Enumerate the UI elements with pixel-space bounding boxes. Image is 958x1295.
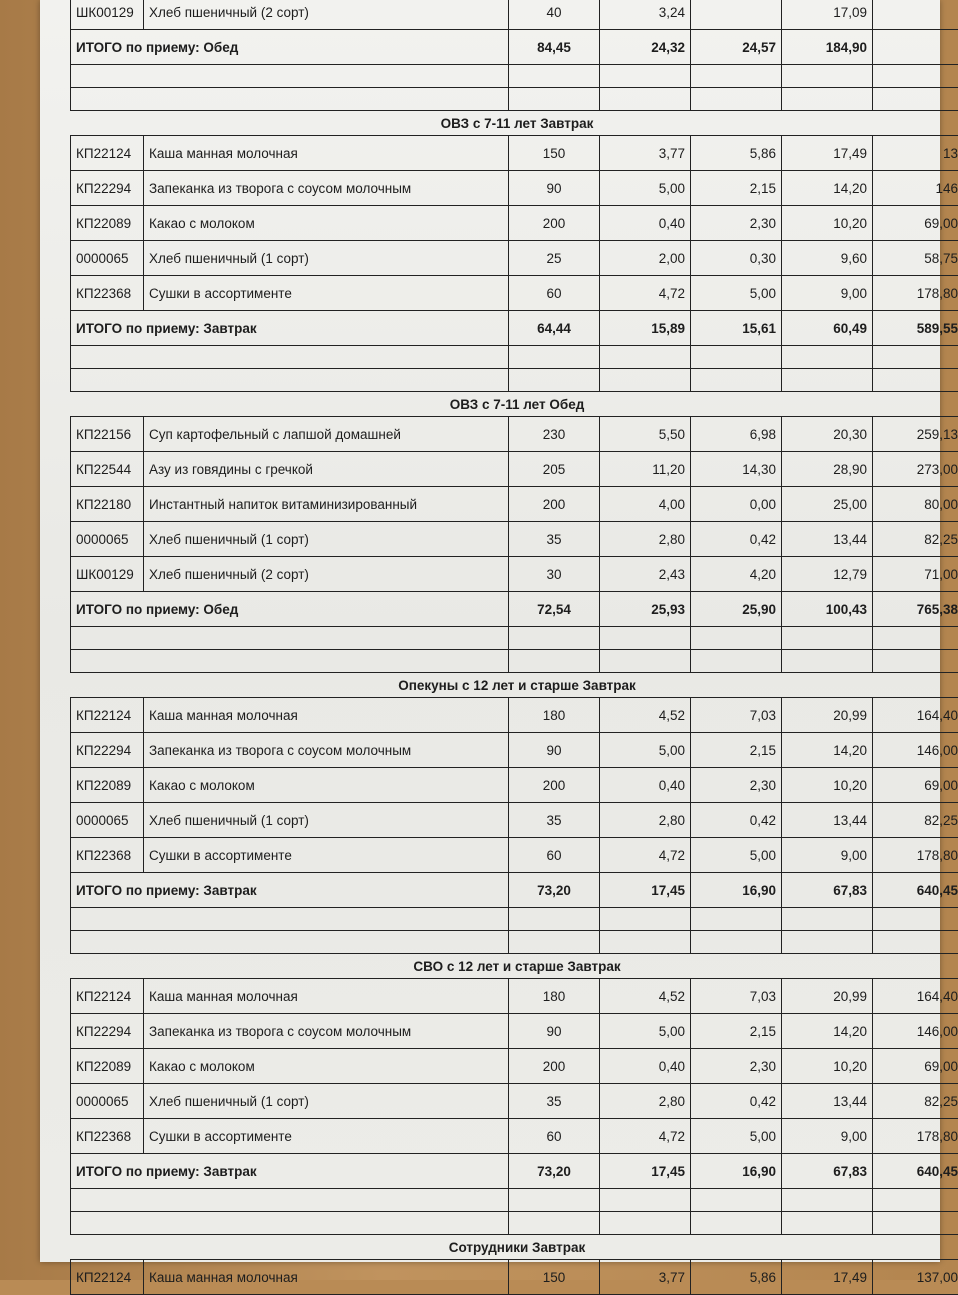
item-energy: 71,00 [873, 557, 958, 592]
item-code: КП22294 [71, 733, 144, 768]
item-quantity: 35 [509, 1084, 600, 1119]
item-quantity: 25 [509, 241, 600, 276]
item-fat: 2,30 [691, 1049, 782, 1084]
item-energy: 82,25 [873, 1084, 958, 1119]
item-name: Запеканка из творога с соусом молочным [144, 171, 509, 206]
item-carbs: 13,44 [782, 1084, 873, 1119]
item-name: Какао с молоком [144, 768, 509, 803]
total-quantity: 73,20 [509, 1154, 600, 1189]
item-protein: 4,00 [600, 487, 691, 522]
total-carbs: 184,90 [782, 30, 873, 65]
total-label: ИТОГО по приему: Обед [71, 30, 509, 65]
empty-cell [600, 1212, 691, 1235]
item-code: КП22294 [71, 1014, 144, 1049]
table-row [71, 171, 958, 206]
item-fat: 2,30 [691, 206, 782, 241]
empty-cell [873, 1189, 958, 1212]
item-energy: 178,80 [873, 838, 958, 873]
item-protein: 3,77 [600, 136, 691, 171]
item-quantity: 200 [509, 1049, 600, 1084]
item-name: Какао с молоком [144, 206, 509, 241]
item-carbs: 10,20 [782, 206, 873, 241]
empty-row [71, 88, 958, 111]
table-row [71, 1049, 958, 1084]
item-protein: 3,77 [600, 1260, 691, 1295]
empty-row [71, 65, 958, 88]
empty-cell [691, 369, 782, 392]
item-name: Каша манная молочная [144, 1260, 509, 1295]
table-row [71, 452, 958, 487]
total-carbs: 67,83 [782, 1154, 873, 1189]
table-row [71, 417, 958, 452]
empty-cell [873, 931, 958, 954]
item-energy: 137,00 [873, 1260, 958, 1295]
item-code: КП22124 [71, 698, 144, 733]
item-code: ШК00129 [71, 0, 144, 30]
item-energy: 146,00 [873, 733, 958, 768]
item-quantity: 60 [509, 838, 600, 873]
item-quantity: 200 [509, 768, 600, 803]
empty-cell [509, 369, 600, 392]
empty-row [71, 908, 958, 931]
item-carbs: 9,00 [782, 1119, 873, 1154]
total-protein: 24,32 [600, 30, 691, 65]
item-carbs: 13,44 [782, 803, 873, 838]
empty-cell [691, 1212, 782, 1235]
item-protein: 4,72 [600, 276, 691, 311]
table-row [71, 838, 958, 873]
table-row [71, 241, 958, 276]
total-quantity: 84,45 [509, 30, 600, 65]
empty-cell [600, 908, 691, 931]
item-energy: 82,25 [873, 522, 958, 557]
empty-cell [782, 908, 873, 931]
empty-cell [782, 346, 873, 369]
empty-cell [71, 931, 509, 954]
item-quantity: 180 [509, 698, 600, 733]
empty-cell [873, 88, 958, 111]
item-quantity: 90 [509, 733, 600, 768]
item-energy: 82,25 [873, 803, 958, 838]
item-fat: 5,86 [691, 1260, 782, 1295]
item-code: КП22124 [71, 979, 144, 1014]
empty-cell [782, 650, 873, 673]
table-row [71, 136, 958, 171]
item-name: Хлеб пшеничный (1 сорт) [144, 522, 509, 557]
item-protein: 5,00 [600, 1014, 691, 1049]
total-fat: 16,90 [691, 873, 782, 908]
item-code: КП22368 [71, 838, 144, 873]
item-protein: 5,00 [600, 171, 691, 206]
table-row [71, 1260, 958, 1295]
empty-cell [71, 627, 509, 650]
item-code: КП22294 [71, 171, 144, 206]
table-row [71, 768, 958, 803]
total-row [71, 30, 958, 65]
item-code: КП22089 [71, 768, 144, 803]
total-energy [873, 30, 958, 65]
item-code: 0000065 [71, 522, 144, 557]
item-energy: 146 [873, 171, 958, 206]
item-fat: 0,00 [691, 487, 782, 522]
section-title: Сотрудники Завтрак [71, 1235, 958, 1260]
empty-cell [782, 88, 873, 111]
total-row [71, 1154, 958, 1189]
empty-cell [600, 931, 691, 954]
item-protein: 4,52 [600, 979, 691, 1014]
item-fat: 5,00 [691, 838, 782, 873]
total-carbs: 60,49 [782, 311, 873, 346]
empty-cell [691, 65, 782, 88]
item-energy: 164,40 [873, 979, 958, 1014]
item-energy: 69,00 [873, 206, 958, 241]
section-title: ОВЗ с 7-11 лет Завтрак [71, 111, 958, 136]
empty-cell [691, 1189, 782, 1212]
item-fat: 2,15 [691, 171, 782, 206]
table-row [71, 979, 958, 1014]
item-fat: 5,00 [691, 276, 782, 311]
item-protein: 0,40 [600, 206, 691, 241]
table-row [71, 487, 958, 522]
item-code: КП22368 [71, 276, 144, 311]
item-code: КП22544 [71, 452, 144, 487]
item-energy: 146,00 [873, 1014, 958, 1049]
item-quantity: 60 [509, 1119, 600, 1154]
item-name: Хлеб пшеничный (1 сорт) [144, 241, 509, 276]
total-energy: 765,38 [873, 592, 958, 627]
empty-cell [873, 908, 958, 931]
item-fat: 0,42 [691, 522, 782, 557]
item-protein: 5,50 [600, 417, 691, 452]
total-row [71, 311, 958, 346]
item-name: Инстантный напиток витаминизированный [144, 487, 509, 522]
empty-cell [71, 1212, 509, 1235]
item-quantity: 180 [509, 979, 600, 1014]
item-carbs: 13,44 [782, 522, 873, 557]
table-row [71, 522, 958, 557]
empty-cell [600, 369, 691, 392]
item-code: КП22368 [71, 1119, 144, 1154]
item-fat: 6,98 [691, 417, 782, 452]
item-energy: 178,80 [873, 1119, 958, 1154]
item-code: КП22156 [71, 417, 144, 452]
item-carbs: 17,49 [782, 136, 873, 171]
item-energy: 259,13 [873, 417, 958, 452]
item-energy: 80,00 [873, 487, 958, 522]
item-carbs: 10,20 [782, 1049, 873, 1084]
item-energy: 69,00 [873, 1049, 958, 1084]
total-energy: 589,55 [873, 311, 958, 346]
total-protein: 15,89 [600, 311, 691, 346]
item-name: Азу из говядины с гречкой [144, 452, 509, 487]
item-code: КП22089 [71, 206, 144, 241]
empty-row [71, 627, 958, 650]
empty-cell [71, 1189, 509, 1212]
item-quantity: 200 [509, 487, 600, 522]
item-quantity: 40 [509, 0, 600, 30]
empty-cell [873, 346, 958, 369]
empty-cell [71, 650, 509, 673]
item-energy: 58,75 [873, 241, 958, 276]
item-quantity: 30 [509, 557, 600, 592]
empty-cell [600, 65, 691, 88]
item-energy: 164,40 [873, 698, 958, 733]
item-quantity: 150 [509, 136, 600, 171]
empty-cell [509, 346, 600, 369]
total-carbs: 67,83 [782, 873, 873, 908]
empty-cell [873, 1212, 958, 1235]
item-code: 0000065 [71, 803, 144, 838]
total-protein: 17,45 [600, 1154, 691, 1189]
item-quantity: 150 [509, 1260, 600, 1295]
item-code: ШК00129 [71, 557, 144, 592]
empty-cell [691, 908, 782, 931]
total-carbs: 100,43 [782, 592, 873, 627]
empty-row [71, 931, 958, 954]
empty-cell [71, 908, 509, 931]
item-name: Хлеб пшеничный (2 сорт) [144, 557, 509, 592]
item-protein: 11,20 [600, 452, 691, 487]
total-quantity: 64,44 [509, 311, 600, 346]
empty-row [71, 369, 958, 392]
total-fat: 15,61 [691, 311, 782, 346]
item-protein: 5,00 [600, 733, 691, 768]
section-title: Опекуны с 12 лет и старше Завтрак [71, 673, 958, 698]
item-fat: 2,15 [691, 733, 782, 768]
table-row [71, 276, 958, 311]
empty-cell [509, 88, 600, 111]
item-name: Хлеб пшеничный (2 сорт) [144, 0, 509, 30]
item-name: Суп картофельный с лапшой домашней [144, 417, 509, 452]
item-quantity: 60 [509, 276, 600, 311]
item-carbs: 9,00 [782, 276, 873, 311]
empty-cell [782, 65, 873, 88]
item-name: Запеканка из творога с соусом молочным [144, 1014, 509, 1049]
empty-cell [600, 346, 691, 369]
section-header-row [71, 111, 958, 136]
item-protein: 2,80 [600, 1084, 691, 1119]
empty-cell [873, 369, 958, 392]
item-name: Сушки в ассортименте [144, 838, 509, 873]
table-row [71, 1014, 958, 1049]
empty-cell [782, 1189, 873, 1212]
item-fat [691, 0, 782, 30]
item-name: Сушки в ассортименте [144, 1119, 509, 1154]
item-quantity: 230 [509, 417, 600, 452]
item-code: 0000065 [71, 1084, 144, 1119]
empty-cell [509, 908, 600, 931]
item-name: Каша манная молочная [144, 698, 509, 733]
table-row [71, 206, 958, 241]
empty-cell [782, 369, 873, 392]
item-carbs: 14,20 [782, 733, 873, 768]
item-fat: 5,00 [691, 1119, 782, 1154]
item-protein: 2,80 [600, 522, 691, 557]
item-quantity: 90 [509, 171, 600, 206]
item-carbs: 14,20 [782, 1014, 873, 1049]
item-protein: 4,52 [600, 698, 691, 733]
menu-table [70, 0, 958, 1295]
item-fat: 5,86 [691, 136, 782, 171]
empty-cell [600, 627, 691, 650]
item-energy: 69,00 [873, 768, 958, 803]
table-row [71, 803, 958, 838]
empty-cell [873, 650, 958, 673]
total-label: ИТОГО по приему: Завтрак [71, 1154, 509, 1189]
item-carbs: 28,90 [782, 452, 873, 487]
item-fat: 7,03 [691, 979, 782, 1014]
empty-cell [71, 369, 509, 392]
total-label: ИТОГО по приему: Обед [71, 592, 509, 627]
empty-cell [600, 1189, 691, 1212]
section-title: СВО с 12 лет и старше Завтрак [71, 954, 958, 979]
total-label: ИТОГО по приему: Завтрак [71, 873, 509, 908]
item-fat: 2,15 [691, 1014, 782, 1049]
total-fat: 16,90 [691, 1154, 782, 1189]
empty-cell [782, 931, 873, 954]
item-energy: 13 [873, 136, 958, 171]
total-protein: 25,93 [600, 592, 691, 627]
empty-row [71, 650, 958, 673]
total-label: ИТОГО по приему: Завтрак [71, 311, 509, 346]
item-fat: 0,42 [691, 1084, 782, 1119]
item-fat: 2,30 [691, 768, 782, 803]
table-row [71, 1119, 958, 1154]
item-carbs: 17,09 [782, 0, 873, 30]
item-fat: 0,30 [691, 241, 782, 276]
item-quantity: 35 [509, 522, 600, 557]
item-protein: 4,72 [600, 838, 691, 873]
item-quantity: 205 [509, 452, 600, 487]
item-quantity: 35 [509, 803, 600, 838]
table-row [71, 1084, 958, 1119]
empty-cell [509, 65, 600, 88]
item-protein: 2,00 [600, 241, 691, 276]
section-header-row [71, 1235, 958, 1260]
empty-cell [600, 650, 691, 673]
item-carbs: 17,49 [782, 1260, 873, 1295]
table-row [71, 733, 958, 768]
item-code: КП22124 [71, 1260, 144, 1295]
empty-cell [509, 931, 600, 954]
section-header-row [71, 392, 958, 417]
item-name: Каша манная молочная [144, 136, 509, 171]
total-fat: 24,57 [691, 30, 782, 65]
section-title: ОВЗ с 7-11 лет Обед [71, 392, 958, 417]
item-name: Хлеб пшеничный (1 сорт) [144, 803, 509, 838]
total-energy: 640,45 [873, 873, 958, 908]
item-quantity: 90 [509, 1014, 600, 1049]
item-carbs: 20,99 [782, 698, 873, 733]
item-protein: 2,43 [600, 557, 691, 592]
empty-cell [782, 1212, 873, 1235]
table-row [71, 0, 958, 30]
empty-cell [691, 650, 782, 673]
item-code: КП22089 [71, 1049, 144, 1084]
total-quantity: 72,54 [509, 592, 600, 627]
item-carbs: 20,30 [782, 417, 873, 452]
item-energy: 273,00 [873, 452, 958, 487]
total-energy: 640,45 [873, 1154, 958, 1189]
empty-row [71, 1212, 958, 1235]
empty-cell [873, 65, 958, 88]
empty-cell [600, 88, 691, 111]
empty-cell [691, 627, 782, 650]
item-name: Сушки в ассортименте [144, 276, 509, 311]
item-fat: 7,03 [691, 698, 782, 733]
empty-cell [71, 346, 509, 369]
item-carbs: 9,00 [782, 838, 873, 873]
empty-cell [509, 1189, 600, 1212]
item-energy [873, 0, 958, 30]
item-energy: 178,80 [873, 276, 958, 311]
total-protein: 17,45 [600, 873, 691, 908]
empty-cell [782, 627, 873, 650]
total-quantity: 73,20 [509, 873, 600, 908]
item-code: КП22124 [71, 136, 144, 171]
table-row [71, 557, 958, 592]
item-fat: 4,20 [691, 557, 782, 592]
empty-cell [691, 88, 782, 111]
total-fat: 25,90 [691, 592, 782, 627]
empty-row [71, 346, 958, 369]
empty-cell [691, 931, 782, 954]
empty-cell [71, 88, 509, 111]
item-protein: 3,24 [600, 0, 691, 30]
item-carbs: 9,60 [782, 241, 873, 276]
empty-cell [691, 346, 782, 369]
total-row [71, 873, 958, 908]
item-protein: 0,40 [600, 768, 691, 803]
item-code: КП22180 [71, 487, 144, 522]
item-name: Какао с молоком [144, 1049, 509, 1084]
item-code: 0000065 [71, 241, 144, 276]
item-carbs: 20,99 [782, 979, 873, 1014]
empty-cell [873, 627, 958, 650]
empty-row [71, 1189, 958, 1212]
empty-cell [509, 627, 600, 650]
table-row [71, 698, 958, 733]
item-carbs: 12,79 [782, 557, 873, 592]
item-protein: 0,40 [600, 1049, 691, 1084]
item-protein: 4,72 [600, 1119, 691, 1154]
item-name: Хлеб пшеничный (1 сорт) [144, 1084, 509, 1119]
empty-cell [71, 65, 509, 88]
item-name: Запеканка из творога с соусом молочным [144, 733, 509, 768]
item-carbs: 10,20 [782, 768, 873, 803]
item-carbs: 14,20 [782, 171, 873, 206]
section-header-row [71, 673, 958, 698]
item-fat: 14,30 [691, 452, 782, 487]
empty-cell [509, 1212, 600, 1235]
section-header-row [71, 954, 958, 979]
item-quantity: 200 [509, 206, 600, 241]
item-protein: 2,80 [600, 803, 691, 838]
item-fat: 0,42 [691, 803, 782, 838]
item-carbs: 25,00 [782, 487, 873, 522]
item-name: Каша манная молочная [144, 979, 509, 1014]
empty-cell [509, 650, 600, 673]
total-row [71, 592, 958, 627]
